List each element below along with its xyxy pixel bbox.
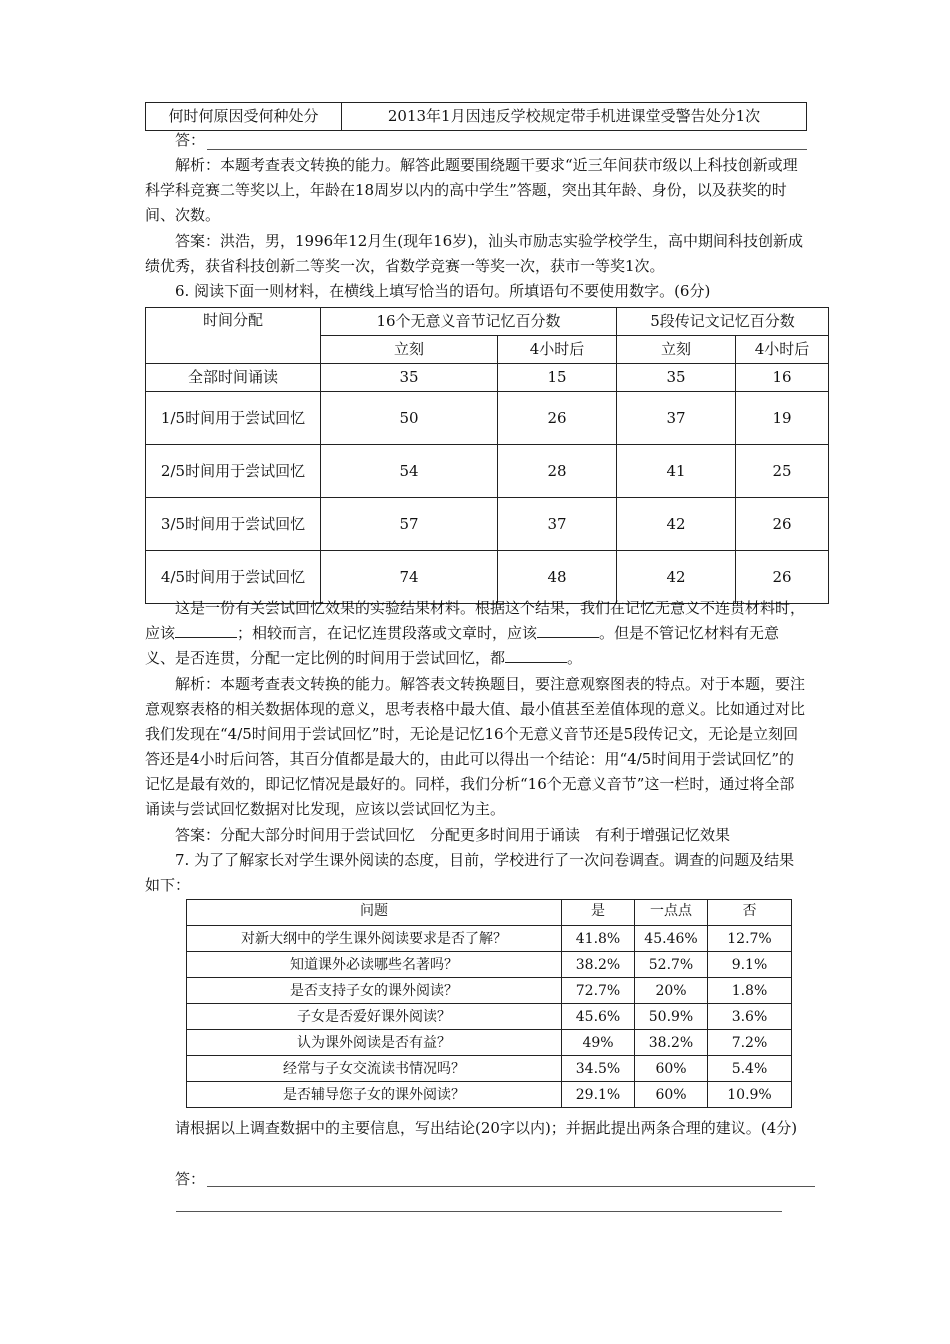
table-row-label: 3/5时间用于尝试回忆	[146, 498, 321, 551]
survey-question: 是否辅导您子女的课外阅读？	[187, 1082, 562, 1108]
table-header: 否	[708, 900, 792, 926]
table-header-group2: 5段传记文记忆百分数	[617, 308, 829, 336]
answer-line[interactable]	[207, 149, 807, 150]
answer-label: 答：	[175, 131, 206, 149]
survey-question: 对新大纲中的学生课外阅读要求是否了解？	[187, 926, 562, 952]
table-row	[187, 1056, 792, 1082]
table-cell: 28	[498, 445, 617, 498]
table-cell: 41.8%	[562, 926, 635, 952]
table-cell: 3.6%	[708, 1004, 792, 1030]
answer-line[interactable]	[176, 1211, 782, 1212]
q6-answer: 答案：分配大部分时间用于尝试回忆 分配更多时间用于诵读 有利于增强记忆效果	[175, 826, 731, 844]
table-cell: 5.4%	[708, 1056, 792, 1082]
table-cell: 50.9%	[635, 1004, 708, 1030]
text-part: ；相较而言，在记忆连贯段落或文章时，应该	[237, 624, 538, 642]
q6-analysis: 解析：本题考查表文转换的能力。解答表文转换题目，要注意观察图表的特点。对于本题，要注意观察表格的相关数据体现的意义，思考表格中最大值、最小值甚至差值体现的意义。比如通过对比我们发现在“4/5时间用于尝试回忆”时，无论是记忆16个无意义音节还是5段传记文，无论是立刻回答还是4小时后问答，其百分值都是最大的，由此可以得出一个结论：用“4/5时间用于尝试回忆”的记忆是最有效的，即记忆情况是最好的。同样，我们分析“16个无意义音节”这一栏时，通过将全部诵读与尝试回忆数据对比发现，应该以尝试回忆为主。	[145, 675, 806, 818]
table-row	[187, 1004, 792, 1030]
blank-1[interactable]	[175, 623, 237, 638]
table-header-row	[187, 900, 792, 926]
table-cell: 37	[617, 392, 736, 445]
table-subheader: 4小时后	[736, 336, 829, 364]
table-header-group1: 16个无意义音节记忆百分数	[321, 308, 617, 336]
survey-table	[186, 899, 792, 1108]
blank-2[interactable]	[537, 623, 599, 638]
table-cell: 29.1%	[562, 1082, 635, 1108]
table-cell: 20%	[635, 978, 708, 1004]
table-cell: 38.2%	[635, 1030, 708, 1056]
table-row	[146, 392, 829, 445]
table-cell-label: 何时何原因受何种处分	[146, 103, 342, 131]
table-cell: 26	[736, 551, 829, 604]
table-cell: 57	[321, 498, 498, 551]
table-cell: 41	[617, 445, 736, 498]
table-cell: 60%	[635, 1056, 708, 1082]
table-row-label: 1/5时间用于尝试回忆	[146, 392, 321, 445]
table-cell: 1.8%	[708, 978, 792, 1004]
award-info-table	[145, 102, 807, 131]
table-subheader: 立刻	[321, 336, 498, 364]
table-cell: 54	[321, 445, 498, 498]
table-row	[146, 364, 829, 392]
q6-fill-in-text	[145, 596, 805, 671]
table-row-label: 全部时间诵读	[146, 364, 321, 392]
table-cell: 50	[321, 392, 498, 445]
table-header-row	[146, 308, 829, 336]
table-cell: 72.7%	[562, 978, 635, 1004]
table-cell: 10.9%	[708, 1082, 792, 1108]
table-cell: 12.7%	[708, 926, 792, 952]
table-cell: 52.7%	[635, 952, 708, 978]
text-part: 。	[567, 649, 583, 667]
table-row	[187, 952, 792, 978]
survey-question: 认为课外阅读是否有益？	[187, 1030, 562, 1056]
q7-instruction: 请根据以上调查数据中的主要信息，写出结论(20字以内)；并据此提出两条合理的建议。(4分)	[175, 1119, 798, 1137]
text-part: 这是一份有关尝试回忆效果的实验结果材料。根据这个结果，我们在记忆无意义不连贯材料时，应该	[145, 599, 806, 642]
table-subheader: 立刻	[617, 336, 736, 364]
table-cell: 48	[498, 551, 617, 604]
table-cell: 38.2%	[562, 952, 635, 978]
table-subheader: 4小时后	[498, 336, 617, 364]
table-cell: 26	[498, 392, 617, 445]
survey-question: 子女是否爱好课外阅读？	[187, 1004, 562, 1030]
table-cell: 35	[321, 364, 498, 392]
table-cell: 19	[736, 392, 829, 445]
table-row	[187, 978, 792, 1004]
table-cell: 45.6%	[562, 1004, 635, 1030]
table-row	[146, 498, 829, 551]
table-cell: 26	[736, 498, 829, 551]
survey-question: 经常与子女交流读书情况吗？	[187, 1056, 562, 1082]
table-row	[146, 103, 807, 131]
table-cell: 49%	[562, 1030, 635, 1056]
table-cell: 37	[498, 498, 617, 551]
table-cell: 7.2%	[708, 1030, 792, 1056]
table-row-label: 4/5时间用于尝试回忆	[146, 551, 321, 604]
q7-prompt: 7. 为了了解家长对学生课外阅读的态度，目前，学校进行了一次问卷调查。调查的问题及结果如下：	[145, 851, 795, 894]
text-part: 。但是不管记忆材料有无意义、是否连贯，分配一定比例的时间用于尝试回忆，都	[145, 624, 780, 667]
table-row	[187, 926, 792, 952]
q5-analysis: 解析：本题考查表文转换的能力。解答此题要围绕题干要求“近三年间获市级以上科技创新或理科学科竞赛二等奖以上，年龄在18周岁以内的高中学生”答题，突出其年龄、身份，以及获奖的时间、次数。	[145, 156, 798, 224]
table-header: 一点点	[635, 900, 708, 926]
q6-prompt: 6. 阅读下面一则材料，在横线上填写恰当的语句。所填语句不要使用数字。(6分)	[175, 282, 711, 300]
table-row	[187, 1082, 792, 1108]
table-row-label: 2/5时间用于尝试回忆	[146, 445, 321, 498]
table-row	[187, 1030, 792, 1056]
q5-answer: 答案：洪浩，男，1996年12月生(现年16岁)，汕头市励志实验学校学生，高中期间科技创新成绩优秀，获省科技创新二等奖一次，省数学竞赛一等奖一次，获市一等奖1次。	[145, 232, 804, 275]
answer-line[interactable]	[207, 1186, 815, 1187]
table-row	[146, 445, 829, 498]
table-cell: 42	[617, 551, 736, 604]
table-cell: 60%	[635, 1082, 708, 1108]
table-header: 问题	[187, 900, 562, 926]
table-cell: 15	[498, 364, 617, 392]
table-cell: 34.5%	[562, 1056, 635, 1082]
memory-experiment-table	[145, 307, 829, 604]
table-cell: 25	[736, 445, 829, 498]
table-cell: 45.46%	[635, 926, 708, 952]
table-cell: 42	[617, 498, 736, 551]
answer-label: 答：	[175, 1170, 206, 1188]
survey-question: 知道课外必读哪些名著吗？	[187, 952, 562, 978]
survey-question: 是否支持子女的课外阅读？	[187, 978, 562, 1004]
blank-3[interactable]	[505, 648, 567, 663]
table-cell: 9.1%	[708, 952, 792, 978]
table-cell: 16	[736, 364, 829, 392]
table-cell: 35	[617, 364, 736, 392]
table-cell-value: 2013年1月因违反学校规定带手机进课堂受警告处分1次	[342, 103, 807, 131]
table-header-time: 时间分配	[146, 308, 321, 364]
table-header: 是	[562, 900, 635, 926]
table-cell: 74	[321, 551, 498, 604]
